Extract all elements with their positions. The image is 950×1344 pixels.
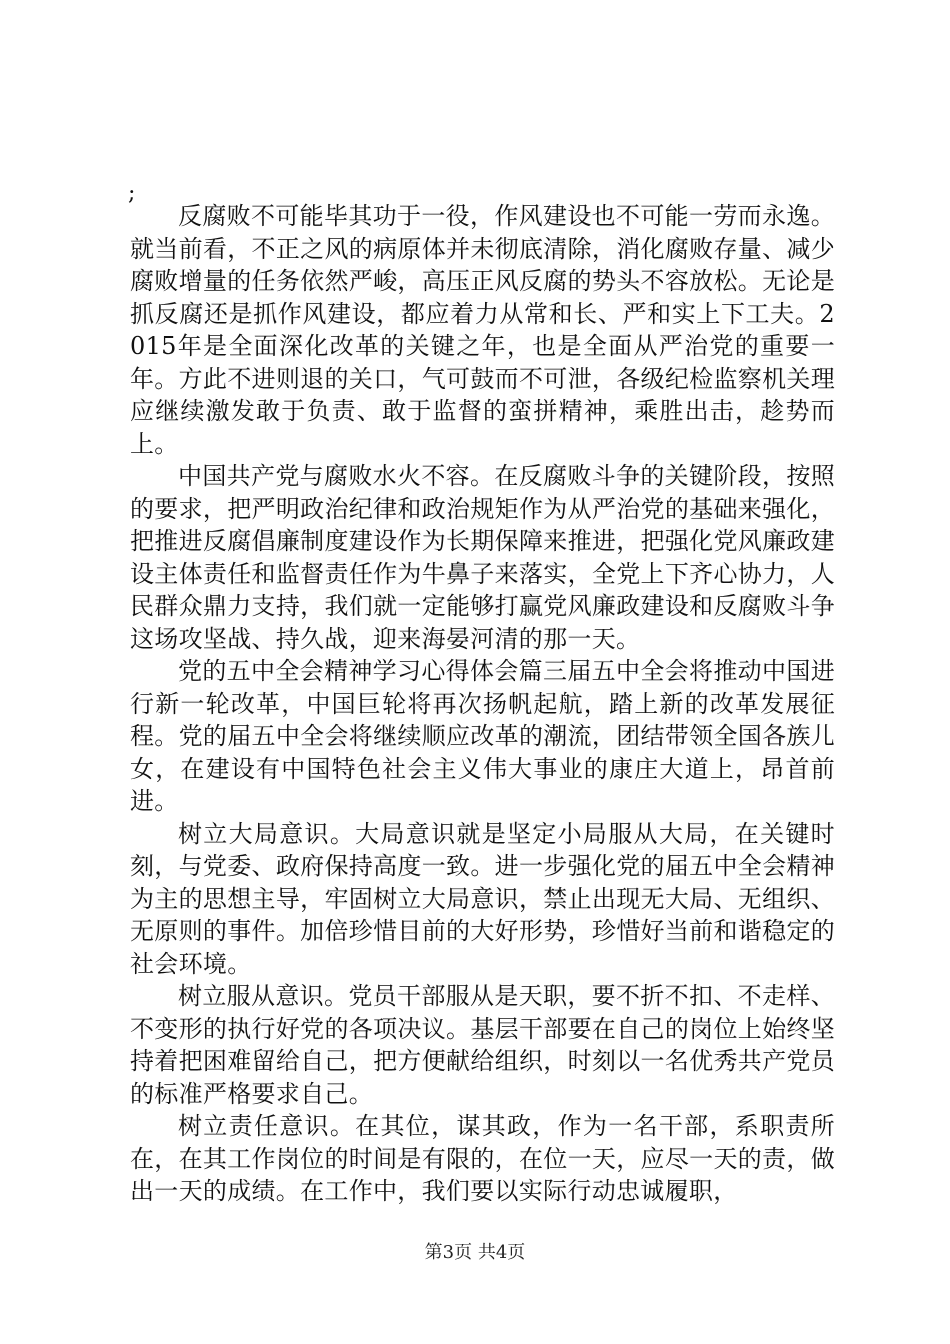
paragraph-obedience-awareness: 树立服从意识。党员干部服从是天职，要不折不扣、不走样、不变形的执行好党的各项决议。基层干部要在自己的岗位上始终坚持着把困难留给自己，把方便献给组织，时刻以一名优秀共产党员的标准严格要求自己。: [130, 982, 835, 1108]
stray-semicolon: ;: [128, 181, 136, 206]
paragraph-overall-awareness: 树立大局意识。大局意识就是坚定小局服从大局，在关键时刻，与党委、政府保持高度一致。进一步强化党的届五中全会精神为主的思想主导，牢固树立大局意识，禁止出现无大局、无组织、无原则的事件。加倍珍惜目前的大好形势，珍惜好当前和谐稳定的社会环境。: [130, 819, 835, 978]
paragraph-anti-corruption: 反腐败不可能毕其功于一役，作风建设也不可能一劳而永逸。就当前看，不正之风的病原体并未彻底清除，消化腐败存量、减少腐败增量的任务依然严峻，高压正风反腐的势头不容放松。无论是抓反腐还是抓作风建设，都应着力从常和长、严和实上下工夫。2015年是全面深化改革的关键之年，也是全面从严治党的重要一年。方此不进则退的关口，气可鼓而不可泄，各级纪检监察机关理应继续激发敢于负责、敢于监督的蛮拼精神，乘胜出击，趁势而上。: [130, 202, 835, 458]
paragraph-fifth-plenum: 党的五中全会精神学习心得体会篇三届五中全会将推动中国进行新一轮改革，中国巨轮将再次扬帆起航，踏上新的改革发展征程。党的届五中全会将继续顺应改革的潮流，团结带领全国各族儿女，在建设有中国特色社会主义伟大事业的康庄大道上，昂首前进。: [130, 657, 835, 815]
body-text: [130, 200, 835, 1208]
paragraph-party-vs-corruption: 中国共产党与腐败水火不容。在反腐败斗争的关键阶段，按照的要求，把严明政治纪律和政治规矩作为从严治党的基础来强化，把推进反腐倡廉制度建设作为长期保障来推进，把强化党风廉政建设主体责任和监督责任作为牛鼻子来落实，全党上下齐心协力，人民群众鼎力支持，我们就一定能够打赢党风廉政建设和反腐败斗争这场攻坚战、持久战，迎来海晏河清的那一天。: [130, 462, 835, 653]
page-number-footer: 第3页 共4页: [424, 1242, 526, 1263]
paragraph-responsibility-awareness: 树立责任意识。在其位，谋其政，作为一名干部，系职责所在，在其工作岗位的时间是有限的，在位一天，应尽一天的责，做出一天的成绩。在工作中，我们要以实际行动忠诚履职，: [130, 1112, 835, 1205]
